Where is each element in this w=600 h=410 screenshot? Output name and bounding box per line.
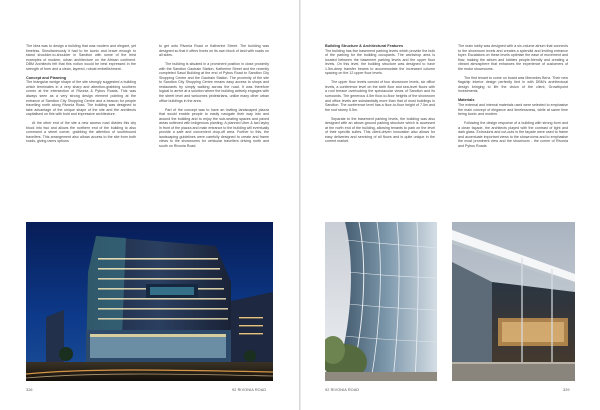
paragraph: The external and internal materials used were selected to emphasise the main concept of elegance and timelessness, while at same time being iconic and modern. [458,103,568,117]
paragraph: Separate to the basement parking levels, the building was also designed with an above-ground parking structure which is accessed at the north end of the building, allowing tenants to park on the level of their specific suites. This client-driven innovation also allows for easy deliveries and servicing of all floors and is quite unique in the current market. [325,116,435,144]
paragraph: to get onto Rivonia Road or Katherine Street. The building was designed so that it offers fronts on its own block of land with roads on all sides. [159,44,269,58]
night-exterior-illustration [26,222,273,381]
paragraph: The upper floor levels consist of four showroom levels, six office levels, a conference level on the sixth floor and sea-level floors with a roof terrace overlooking the spectacular views of Sandton and its surrounds. The generous 4.5m floor-to-floor heights of the showroom and office levels are substantially more than that of most buildings in Sandton. The conference level has a floor-to-floor height of 7.5m and the roof storey 5.5m. [325,80,435,112]
canopy-entrance-illustration [452,222,575,381]
paragraph: The building has five basement parking levels which provide the bulk of the parking for the building occupants. The workshop area is located between the basement parking levels and the upper floor levels. On this level, the building structure was designed to have 1.5m-deep transfer beams to accommodate the increased column spacing on the 12 upper floor levels. [325,48,435,76]
left-page [0,0,299,410]
paragraph: Following the design response of a building with strong form and a clean façade, the architects played with the contrast of light and dark glass. Extrusions and cut-outs in the façade were used to frame and accentuate important views to the showrooms and to emphasise the most prominent view and the showroom - the corner of Rivonia and Pybus Roads. [458,121,568,148]
night-exterior-photo [26,222,273,381]
left-text-column-1 [26,44,136,218]
right-text-column-2 [458,44,568,218]
paragraph: The first tenant to come on board was Mercedes Benz. Their new flagship interior design perfectly tied in with DBM's architectural design bringing to life the vision of the client, Growthpoint Investments. [458,75,568,94]
right-text-column-1 [325,44,435,218]
right-running-head: 92 RIVONIA ROAD [325,388,360,392]
canopy-entrance-photo [452,222,575,381]
right-folio: 329 [563,388,570,392]
paragraph: The triangular wedge shape of the site strongly suggested a building which terminates in a very sharp and attention-grabbing southern corner at the intersection of Rivonia & Pybus Roads. This was always seen as a very strong design element pointing at the entrance of Sandton City Shopping Centre and a beacon for people travelling north along Rivonia Road. The building was designed to take advantage of the unique shape of the site and the architects capitalised on this with bold and impressive architecture. [26,80,136,117]
curved-facade-illustration [325,222,437,381]
paragraph: The idea was to design a building that was modern and elegant, yet timeless. Simultaneously it had to be iconic and brave enough to stand shoulder-to-shoulder in Sandton with some of the best examples of modern, urban architecture on the African continent. DBM Architects felt that this notion would be best expressed in the strength of form and a clean, layered, robust embellishment. [26,44,136,71]
left-folio: 326 [26,388,33,392]
right-page [301,0,600,410]
section-heading: Building Structure & Architectural Features [325,44,404,48]
left-text-column-2 [159,44,269,218]
curved-facade-photo [325,222,437,381]
paragraph: Part of the concept was to have an inviting landscaped piazza that would enable people to easily navigate their way into and around the building and to enjoy the sub-seating spaces and paved areas softened with indigenous planting. A planned Uber & taxi layby in front of the piazza and main entrance to the building will eventually provide a safe and convenient drop-off area. Further to this, the landscaping guidelines were carefully designed to create and frame views to the showrooms for vehicular travellers driving north and south on Rivonia Road. [159,107,269,148]
paragraph: The building is situated in a prominent position in close proximity with the Sandton Gautrain Station, Katherine Street and the recently completed Sasol Building at the end of Pybus Road to Sandton City Shopping Centre and the Gautrain Station. The proximity of the site to Sandton City Shopping Centre means easy access to shops and restaurants by simply walking across the road. It was therefore logical to arrive at a solution where the building actively engages with the street level and welcomes pedestrians, unlike many other urban office buildings in the area. [159,62,269,103]
section-heading: Materials [458,98,475,103]
paragraph: At the other end of the site a new access road divides this city block into two and allows the northern end of the building to also command a street corner, grabbing the attention of southbound travellers. This arrangement also allows access to the site from both roads, giving users options [26,121,136,144]
left-running-head: 92 RIVONIA ROAD [232,388,267,392]
section-heading: Concept and Planning [26,75,67,80]
paragraph: The main lobby was designed with a six-volume atrium that connects to the showroom levels and creates a splendid and inviting entrance foyer. Escalators on these levels optimise the ease of movement and flow, making the atrium and lobbies people-friendly and creating a vibrant atmosphere that enhances the experience of customers of the motor showrooms. [458,44,568,71]
